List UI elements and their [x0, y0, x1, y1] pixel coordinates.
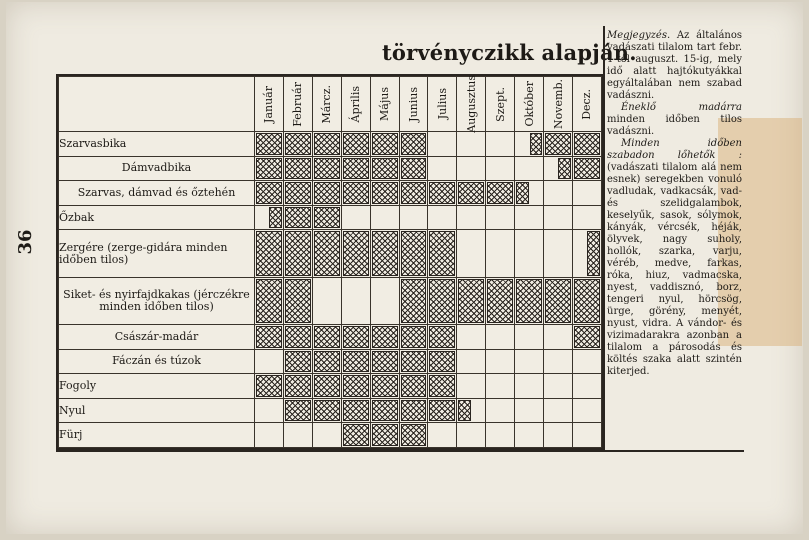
- closed-season-cell: [399, 423, 428, 448]
- open-season-cell: [486, 132, 515, 157]
- open-season-cell: [572, 181, 601, 206]
- closed-season-cell: [283, 181, 312, 206]
- open-season-cell: [515, 230, 544, 277]
- closed-season-cell: [457, 277, 486, 324]
- closed-season-table: [56, 74, 604, 450]
- month-header: [428, 77, 457, 132]
- closed-season-cell: [370, 132, 399, 157]
- open-season-cell: [515, 324, 544, 349]
- closed-season-cell: [341, 349, 370, 374]
- species-label: Őzbak: [59, 205, 255, 230]
- table-row: [59, 132, 602, 157]
- open-season-cell: [486, 324, 515, 349]
- month-label: Julius: [435, 88, 449, 120]
- closed-season-cell: [283, 156, 312, 181]
- month-header: [370, 77, 399, 132]
- species-label: Fürj: [59, 423, 255, 448]
- closed-season-cell: [572, 156, 601, 181]
- open-season-cell: [572, 398, 601, 423]
- open-season-cell: [428, 205, 457, 230]
- closed-season-cell: [312, 374, 341, 399]
- species-label: Fáczán és túzok: [59, 349, 255, 374]
- open-season-cell: [515, 374, 544, 399]
- closed-season-cell: [283, 277, 312, 324]
- closed-season-cell: [544, 132, 573, 157]
- closed-season-cell: [312, 398, 341, 423]
- open-season-cell: [544, 398, 573, 423]
- note-2-text: minden időben tilos vadászni.: [607, 114, 742, 137]
- closed-season-cell: [283, 324, 312, 349]
- table-row: [59, 205, 602, 230]
- closed-season-cell: [255, 132, 284, 157]
- closed-season-cell: [457, 181, 486, 206]
- open-season-cell: [544, 349, 573, 374]
- open-season-cell: [544, 205, 573, 230]
- closed-season-cell: [572, 324, 601, 349]
- species-label: Császár-madár: [59, 324, 255, 349]
- open-season-cell: [255, 423, 284, 448]
- species-label: Szarvas, dámvad és őztehén: [59, 181, 255, 206]
- open-season-cell: [515, 423, 544, 448]
- closed-season-cell: [255, 156, 284, 181]
- closed-season-cell: [341, 230, 370, 277]
- closed-season-cell: [370, 349, 399, 374]
- closed-season-cell: [486, 181, 515, 206]
- open-season-cell: [544, 324, 573, 349]
- closed-season-cell: [399, 349, 428, 374]
- month-label: Szept.: [493, 86, 507, 122]
- closed-season-cell: [428, 324, 457, 349]
- open-season-cell: [428, 423, 457, 448]
- open-season-cell: [312, 277, 341, 324]
- closed-season-cell: [399, 277, 428, 324]
- note-3-text: (vadászati tilalom alá nem esnek) seregekben vonuló vadludak, vadkacsák, vad- és szelidgalambok, keselyűk, sasok, sólymok, kányák, vércsék, héják, ölyvek, nagy suholy, hollók, szarka, varju, véréb, medve, farkas, róka, hiuz, vadmacska, nyest, vaddisznó, borz, tengeri nyul, hörcsög, ürge, görény, menyét, nyust, vidra. A vándor- és vizimadarakra azonban a tilalom a párosodás és költés szaka alatt szintén kiterjed.: [607, 162, 742, 377]
- closed-season-cell: [255, 277, 284, 324]
- open-season-cell: [457, 324, 486, 349]
- closed-season-cell: [312, 156, 341, 181]
- table-row: [59, 156, 602, 181]
- closed-season-cell: [399, 181, 428, 206]
- open-season-cell: [486, 349, 515, 374]
- closed-season-cell: [312, 349, 341, 374]
- open-season-cell: [370, 205, 399, 230]
- open-season-cell: [515, 398, 544, 423]
- month-header: [399, 77, 428, 132]
- closed-season-cell: [370, 324, 399, 349]
- open-season-cell: [457, 230, 486, 277]
- open-season-cell: [283, 423, 312, 448]
- table-row: [59, 324, 602, 349]
- open-season-cell: [428, 132, 457, 157]
- closed-season-cell: [428, 277, 457, 324]
- closed-season-cell: [312, 324, 341, 349]
- open-season-cell: [486, 156, 515, 181]
- closed-season-cell: [341, 423, 370, 448]
- species-label: Siket- és nyirfajdkakas (jérczékre minden időben tilos): [59, 277, 255, 324]
- bottom-rule: [56, 450, 744, 452]
- closed-season-cell: [312, 230, 341, 277]
- closed-season-cell: [312, 181, 341, 206]
- closed-season-cell: [457, 398, 486, 423]
- closed-season-cell: [544, 156, 573, 181]
- closed-season-cell: [486, 277, 515, 324]
- closed-season-cell: [544, 277, 573, 324]
- open-season-cell: [515, 156, 544, 181]
- species-label: Szarvasbika: [59, 132, 255, 157]
- open-season-cell: [341, 277, 370, 324]
- note-2-title: Éneklő madárra: [621, 102, 742, 113]
- open-season-cell: [457, 205, 486, 230]
- open-season-cell: [572, 349, 601, 374]
- species-label: Dámvadbika: [59, 156, 255, 181]
- open-season-cell: [486, 205, 515, 230]
- open-season-cell: [486, 374, 515, 399]
- month-header: [515, 77, 544, 132]
- closed-season-cell: [399, 230, 428, 277]
- month-label: Május: [378, 87, 392, 121]
- open-season-cell: [457, 423, 486, 448]
- open-season-cell: [486, 398, 515, 423]
- closed-season-cell: [370, 374, 399, 399]
- closed-season-cell: [255, 374, 284, 399]
- note-column: [607, 30, 742, 378]
- closed-season-cell: [255, 324, 284, 349]
- closed-season-cell: [428, 181, 457, 206]
- closed-season-cell: [399, 398, 428, 423]
- closed-season-cell: [399, 374, 428, 399]
- open-season-cell: [515, 205, 544, 230]
- closed-season-cell: [341, 398, 370, 423]
- closed-season-cell: [399, 156, 428, 181]
- open-season-cell: [255, 398, 284, 423]
- closed-season-cell: [255, 230, 284, 277]
- month-label: Márcz.: [320, 84, 334, 124]
- grid-body: [59, 132, 602, 448]
- month-header: [544, 77, 573, 132]
- open-season-cell: [370, 277, 399, 324]
- closed-season-cell: [515, 132, 544, 157]
- open-season-cell: [572, 423, 601, 448]
- closed-season-cell: [283, 230, 312, 277]
- month-header: [457, 77, 486, 132]
- closed-season-cell: [572, 132, 601, 157]
- note-1-title: Megjegyzés.: [607, 30, 671, 41]
- closed-season-cell: [341, 181, 370, 206]
- month-label: Novemb.: [551, 79, 565, 129]
- page-number: 36: [14, 229, 36, 255]
- table-row: [59, 230, 602, 277]
- closed-season-cell: [312, 132, 341, 157]
- closed-season-cell: [312, 205, 341, 230]
- table-row: [59, 398, 602, 423]
- open-season-cell: [399, 205, 428, 230]
- species-label: Zergére (zerge-gidára minden időben tilos): [59, 230, 255, 277]
- open-season-cell: [544, 423, 573, 448]
- month-label: Augusztus: [464, 75, 478, 133]
- closed-season-cell: [283, 132, 312, 157]
- closed-season-cell: [572, 230, 601, 277]
- closed-season-cell: [428, 374, 457, 399]
- closed-season-cell: [255, 181, 284, 206]
- closed-season-cell: [515, 181, 544, 206]
- month-label: Junius: [406, 86, 420, 122]
- table-row: [59, 423, 602, 448]
- closed-season-cell: [428, 398, 457, 423]
- open-season-cell: [457, 374, 486, 399]
- corner-cell: [59, 77, 255, 132]
- month-header: [341, 77, 370, 132]
- closed-season-cell: [572, 277, 601, 324]
- species-label: Fogoly: [59, 374, 255, 399]
- month-label: Április: [349, 85, 363, 123]
- open-season-cell: [428, 156, 457, 181]
- closed-season-cell: [283, 349, 312, 374]
- month-header-row: [59, 77, 602, 132]
- open-season-cell: [544, 230, 573, 277]
- closed-season-cell: [399, 132, 428, 157]
- open-season-cell: [486, 423, 515, 448]
- open-season-cell: [457, 132, 486, 157]
- month-label: Decz.: [580, 88, 594, 120]
- closed-season-cell: [370, 156, 399, 181]
- open-season-cell: [486, 230, 515, 277]
- month-label: Február: [291, 81, 305, 127]
- closed-season-cell: [283, 205, 312, 230]
- open-season-cell: [457, 349, 486, 374]
- closed-season-cell: [341, 374, 370, 399]
- closed-season-cell: [283, 398, 312, 423]
- closed-season-cell: [341, 156, 370, 181]
- note-3-title: Minden időben szabadon lőhetők :: [607, 138, 742, 161]
- closed-season-cell: [370, 423, 399, 448]
- closed-season-cell: [341, 132, 370, 157]
- closed-season-cell: [370, 398, 399, 423]
- closed-season-cell: [283, 374, 312, 399]
- open-season-cell: [544, 374, 573, 399]
- month-label: Október: [522, 81, 536, 127]
- page-heading: törvényczikk alapján.: [382, 40, 637, 65]
- closed-season-cell: [428, 230, 457, 277]
- open-season-cell: [544, 181, 573, 206]
- table-row: [59, 349, 602, 374]
- note-1-text: Az általános vadászati tilalom tart febr. 1-től auguszt. 15-ig, mely idő alatt hajtókutyákkal egyáltalában nem szabad vadászni.: [607, 30, 742, 101]
- closed-season-cell: [428, 349, 457, 374]
- closed-season-cell: [370, 230, 399, 277]
- table-row: [59, 277, 602, 324]
- open-season-cell: [457, 156, 486, 181]
- open-season-cell: [515, 349, 544, 374]
- month-label: Január: [262, 85, 276, 123]
- closed-season-cell: [255, 205, 284, 230]
- month-header: [255, 77, 284, 132]
- open-season-cell: [572, 374, 601, 399]
- table-row: [59, 181, 602, 206]
- open-season-cell: [312, 423, 341, 448]
- month-header: [283, 77, 312, 132]
- month-header: [572, 77, 601, 132]
- closed-season-cell: [515, 277, 544, 324]
- closed-season-cell: [399, 324, 428, 349]
- closed-season-cell: [370, 181, 399, 206]
- month-header: [312, 77, 341, 132]
- open-season-cell: [572, 205, 601, 230]
- table-row: [59, 374, 602, 399]
- closed-season-cell: [341, 324, 370, 349]
- open-season-cell: [341, 205, 370, 230]
- closed-season-grid: [58, 76, 602, 448]
- open-season-cell: [255, 349, 284, 374]
- species-label: Nyul: [59, 398, 255, 423]
- month-header: [486, 77, 515, 132]
